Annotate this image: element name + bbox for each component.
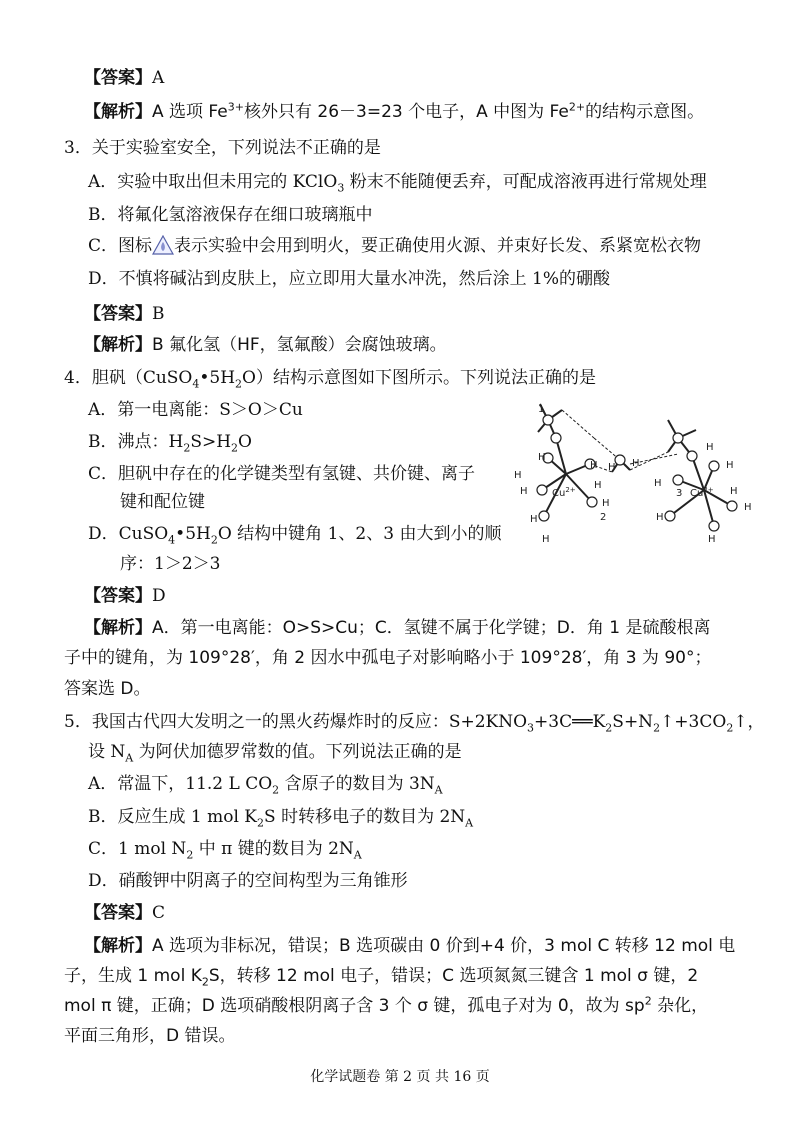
q3-option-b: B．将氟化氢溶液保存在细口玻璃瓶中: [88, 205, 373, 225]
q3-option-a: A．实验中取出但未用完的 KClO$_3$ 粉末不能随便丢弃，可配成溶液再进行常规处理: [88, 172, 707, 195]
q5-analysis-line1: 【解析】A 选项为非标况，错误；B 选项碳由 0 价到+4 价，3 mol C 转移 12 mol 电: [84, 936, 736, 956]
q5-option-c: C．1 mol $N_2$ 中 π 键的数目为 $2N_A$: [88, 839, 362, 862]
svg-text:H: H: [520, 486, 528, 497]
q4-option-a: A．第一电离能：S＞O＞Cu: [88, 400, 303, 420]
q5-stem-line2: 设 $N_A$ 为阿伏加德罗常数的值。下列说法正确的是: [88, 742, 462, 765]
q3-option-d: D．不慎将碱沾到皮肤上，应立即用大量水冲洗，然后涂上 1%的硼酸: [88, 269, 611, 289]
open-flame-icon: [152, 235, 174, 255]
q5-option-d: D．硝酸钾中阴离子的空间构型为三角锥形: [88, 871, 408, 891]
svg-text:H: H: [632, 458, 640, 469]
q4-option-c-line2: 键和配位键: [120, 492, 205, 512]
svg-text:H: H: [656, 512, 664, 523]
cuso4-5h2o-structure-diagram: [508, 390, 770, 550]
svg-text:H: H: [654, 478, 662, 489]
svg-text:H: H: [730, 486, 738, 497]
svg-text:Cu2+: $Cu^{2+}$: [552, 486, 576, 499]
q3-answer: 【答案】B: [84, 304, 165, 324]
svg-text:H: H: [530, 514, 538, 525]
q3-analysis: 【解析】B 氟化氢（HF，氢氟酸）会腐蚀玻璃。: [84, 335, 447, 355]
q5-analysis-line3: mol π 键，正确；D 选项硝酸根阴离子含 3 个 σ 键，孤电子对为 0，故为 $sp^2$ 杂化，: [64, 994, 709, 1016]
q4-stem: 4．胆矾$(CuSO_4•5H_2O)$结构示意图如下图所示。下列说法正确的是: [64, 368, 596, 391]
svg-text:H: H: [594, 480, 602, 491]
q5-analysis-line4: 平面三角形，D 错误。: [64, 1026, 236, 1046]
q4-analysis-line2: 子中的键角，为 109°28′，角 2 因水中孤电子对影响略小于 109°28′，角 3 为 90°；: [64, 648, 712, 668]
svg-text:H: H: [744, 502, 752, 513]
q3-option-c: C．图标 表示实验中会用到明火，要正确使用火源、并束好长发、系紧宽松衣物: [88, 236, 702, 256]
q3-stem: 3．关于实验室安全，下列说法不正确的是: [64, 138, 381, 158]
svg-text:H: H: [726, 460, 734, 471]
q5-analysis-line2: 子，生成 1 mol $K_2S$，转移 12 mol 电子，错误；C 选项氮氮三键含 1 mol σ 键，2: [64, 966, 699, 989]
svg-text:H: H: [538, 452, 546, 463]
svg-text:Cu2+: $Cu^{2+}$: [690, 486, 714, 499]
svg-text:3: 3: [676, 488, 683, 499]
svg-text:1: 1: [538, 404, 545, 415]
q4-option-b: B．沸点：$H_2S>H_2O$: [88, 432, 252, 455]
q4-answer: 【答案】D: [84, 586, 166, 606]
svg-text:H: H: [542, 534, 550, 545]
q5-option-a: A．常温下，11.2 L $CO_2$ 含原子的数目为 $3N_A$: [88, 774, 443, 797]
q5-answer: 【答案】C: [84, 903, 166, 923]
svg-text:H: H: [608, 462, 616, 473]
svg-text:H: H: [514, 470, 522, 481]
q5-stem-line1: 5．我国古代四大发明之一的黑火药爆炸时的反应：$S+2KNO_3+3C══K_2S+N_2↑+3CO_2↑$，: [64, 712, 765, 735]
svg-text:H: H: [706, 442, 714, 453]
q2-analysis: 【解析】A 选项 $Fe^{3+}$核外只有 26－3=23 个电子，A 中图为 $Fe^{2+}$的结构示意图。: [84, 100, 705, 122]
q2-answer: 【答案】A: [84, 68, 165, 88]
svg-text:2: 2: [600, 512, 607, 523]
page-footer: 化学试题卷 第 2 页 共 16 页: [310, 1069, 490, 1085]
svg-text:H: H: [602, 498, 610, 509]
q4-option-d-line2: 序：1＞2＞3: [120, 554, 221, 574]
svg-text:H: H: [590, 460, 598, 471]
q4-analysis-line3: 答案选 D。: [64, 679, 151, 699]
q4-option-d-line1: D．$CuSO_4•5H_2O$ 结构中键角 1、2、3 由大到小的顺: [88, 524, 502, 547]
svg-text:H: H: [708, 534, 716, 545]
q4-analysis-line1: 【解析】A．第一电离能：O>S>Cu；C．氢键不属于化学键；D．角 1 是硫酸根离: [84, 618, 711, 638]
q5-option-b: B．反应生成 1 mol $K_2S$ 时转移电子的数目为 $2N_A$: [88, 807, 474, 830]
q4-option-c-line1: C．胆矾中存在的化学键类型有氢键、共价键、离子: [88, 464, 476, 484]
